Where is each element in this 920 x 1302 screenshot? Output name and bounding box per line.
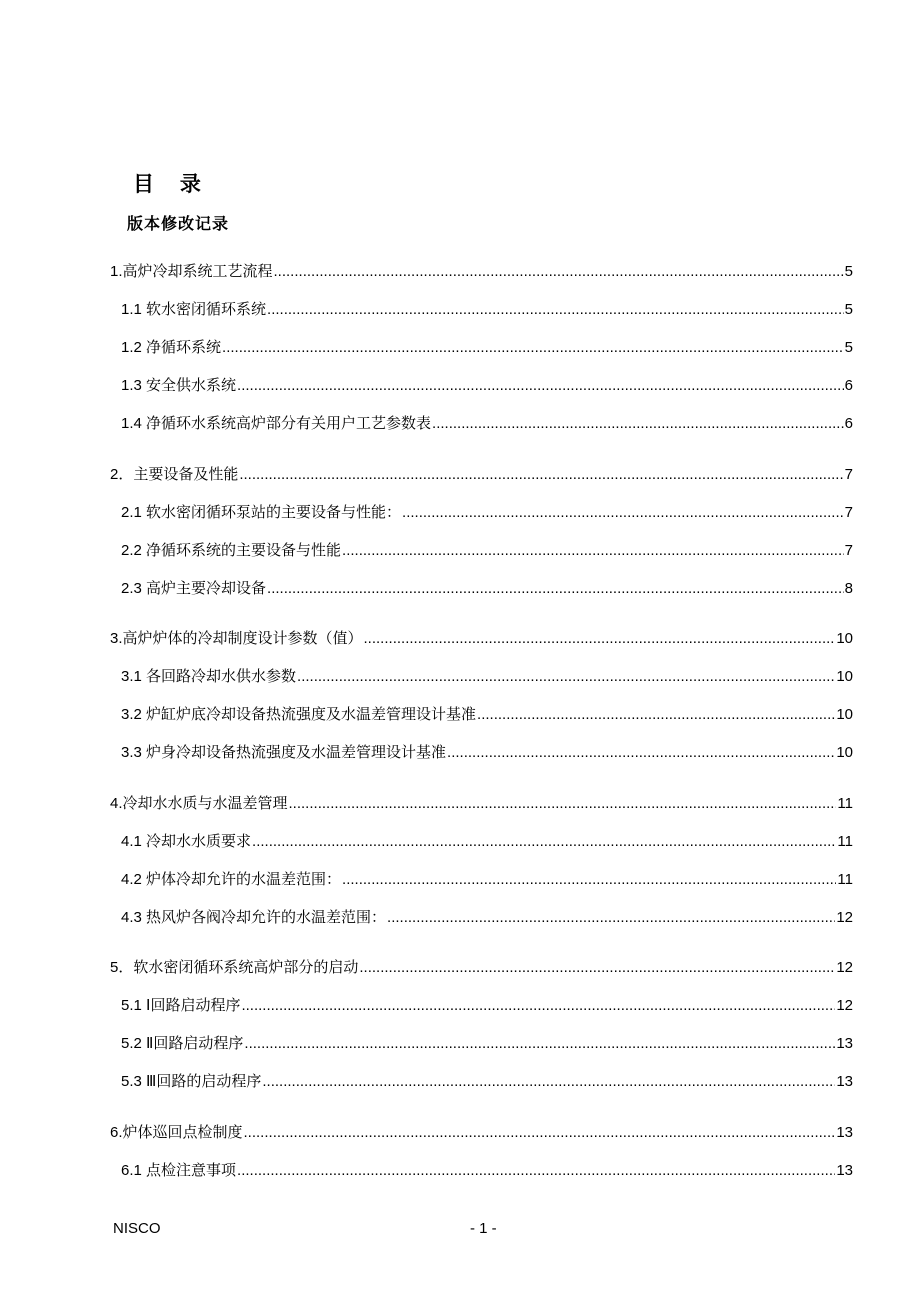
toc-entry-label: 4.1 冷却水水质要求 <box>121 833 252 850</box>
toc-entry-label: 1.2 净循环系统 <box>121 339 222 356</box>
toc-entry-page: 7 <box>844 504 853 521</box>
toc-entry-label: 5.1 Ⅰ回路启动程序 <box>121 997 241 1014</box>
toc-dot-leader <box>477 705 835 725</box>
toc-entry-page: 5 <box>844 263 853 280</box>
toc-dot-leader <box>342 870 836 890</box>
toc-entry-page: 13 <box>836 1035 853 1052</box>
toc-entry-6-1[interactable] <box>121 1161 853 1181</box>
toc-entry-label: 4.3 热风炉各阀冷却允许的水温差范围： <box>121 909 387 926</box>
toc-entry-label: 3.2 炉缸炉底冷却设备热流强度及水温差管理设计基准 <box>121 706 477 723</box>
toc-entry-label: 1.1 软水密闭循环系统 <box>121 301 267 318</box>
toc-entry-2-2[interactable] <box>121 541 853 561</box>
toc-entry-3-3[interactable] <box>121 743 853 763</box>
toc-entry-1-4[interactable] <box>121 414 853 434</box>
toc-entry-page: 10 <box>836 630 853 647</box>
toc-entry-4-1[interactable] <box>121 832 853 852</box>
toc-dot-leader <box>262 1072 835 1092</box>
toc-entry-4-3[interactable] <box>121 908 853 928</box>
toc-dot-leader <box>239 465 843 485</box>
toc-entry-page: 11 <box>837 833 853 850</box>
toc-entry-label: 5.2 Ⅱ回路启动程序 <box>121 1035 244 1052</box>
toc-dot-leader <box>241 996 835 1016</box>
toc-title: 目 录 <box>133 173 211 196</box>
toc-dot-leader <box>237 376 844 396</box>
toc-entry-2-1[interactable] <box>121 503 853 523</box>
toc-dot-leader <box>274 262 844 282</box>
toc-dot-leader <box>267 300 844 320</box>
toc-entry-label: 2.3 高炉主要冷却设备 <box>121 580 267 597</box>
toc-entry-4[interactable] <box>110 794 853 814</box>
toc-entry-label: 2.1 软水密闭循环泵站的主要设备与性能： <box>121 504 402 521</box>
toc-entry-label: 1.高炉冷却系统工艺流程 <box>110 263 273 280</box>
toc-dot-leader <box>402 503 844 523</box>
toc-entry-6[interactable] <box>110 1123 853 1143</box>
toc-entry-page: 7 <box>844 542 853 559</box>
toc-dot-leader <box>297 667 835 687</box>
toc-entry-page: 10 <box>836 744 853 761</box>
toc-entry-page: 13 <box>836 1073 853 1090</box>
toc-entry-label: 2.2 净循环系统的主要设备与性能 <box>121 542 342 559</box>
toc-dot-leader <box>237 1161 835 1181</box>
toc-entry-page: 6 <box>844 415 853 432</box>
toc-entry-page: 12 <box>836 997 853 1014</box>
toc-entry-label: 2．主要设备及性能 <box>110 466 239 483</box>
toc-entry-label: 5.3 Ⅲ回路的启动程序 <box>121 1073 262 1090</box>
toc-dot-leader <box>289 794 837 814</box>
toc-entry-2[interactable] <box>110 465 853 485</box>
version-history-heading: 版本修改记录 <box>127 216 230 233</box>
toc-entry-label: 1.4 净循环水系统高炉部分有关用户工艺参数表 <box>121 415 432 432</box>
toc-entry-3-2[interactable] <box>121 705 853 725</box>
toc-entry-page: 5 <box>844 339 853 356</box>
toc-entry-label: 1.3 安全供水系统 <box>121 377 237 394</box>
toc-entry-page: 11 <box>837 871 853 888</box>
toc-entry-label: 5．软水密闭循环系统高炉部分的启动 <box>110 959 359 976</box>
toc-entry-page: 13 <box>836 1162 853 1179</box>
toc-entry-page: 10 <box>836 706 853 723</box>
toc-dot-leader <box>244 1034 835 1054</box>
toc-entry-page: 10 <box>836 668 853 685</box>
toc-entry-label: 3.1 各回路冷却水供水参数 <box>121 668 297 685</box>
toc-entry-5-2[interactable] <box>121 1034 853 1054</box>
toc-dot-leader <box>222 338 844 358</box>
toc-entry-2-3[interactable] <box>121 579 853 599</box>
toc-entry-label: 3.高炉炉体的冷却制度设计参数（值） <box>110 630 363 647</box>
footer-company: NISCO <box>113 1220 161 1237</box>
toc-entry-5[interactable] <box>110 958 853 978</box>
toc-entry-label: 6.炉体巡回点检制度 <box>110 1124 243 1141</box>
toc-entry-page: 12 <box>836 959 853 976</box>
toc-dot-leader <box>432 414 844 434</box>
toc-entry-1-1[interactable] <box>121 300 853 320</box>
toc-dot-leader <box>364 629 836 649</box>
toc-entry-3-1[interactable] <box>121 667 853 687</box>
toc-entry-page: 7 <box>844 466 853 483</box>
toc-entry-1[interactable] <box>110 262 853 282</box>
toc-dot-leader <box>252 832 836 852</box>
toc-entry-label: 4.冷却水水质与水温差管理 <box>110 795 288 812</box>
toc-dot-leader <box>359 958 835 978</box>
toc-entry-page: 12 <box>836 909 853 926</box>
toc-dot-leader <box>244 1123 836 1143</box>
toc-dot-leader <box>342 541 844 561</box>
toc-entry-1-2[interactable] <box>121 338 853 358</box>
footer-page-number: - 1 - <box>470 1220 497 1237</box>
toc-entry-4-2[interactable] <box>121 870 853 890</box>
toc-dot-leader <box>267 579 844 599</box>
toc-entry-page: 11 <box>837 795 853 812</box>
toc-entry-label: 3.3 炉身冷却设备热流强度及水温差管理设计基准 <box>121 744 447 761</box>
toc-entry-page: 13 <box>836 1124 853 1141</box>
toc-entry-5-3[interactable] <box>121 1072 853 1092</box>
toc-entry-label: 6.1 点检注意事项 <box>121 1162 237 1179</box>
toc-entry-1-3[interactable] <box>121 376 853 396</box>
toc-entry-page: 8 <box>844 580 853 597</box>
toc-dot-leader <box>387 908 835 928</box>
toc-entry-3[interactable] <box>110 629 853 649</box>
toc-entry-5-1[interactable] <box>121 996 853 1016</box>
toc-entry-page: 6 <box>844 377 853 394</box>
toc-entry-label: 4.2 炉体冷却允许的水温差范围： <box>121 871 342 888</box>
toc-entry-page: 5 <box>844 301 853 318</box>
toc-dot-leader <box>447 743 835 763</box>
